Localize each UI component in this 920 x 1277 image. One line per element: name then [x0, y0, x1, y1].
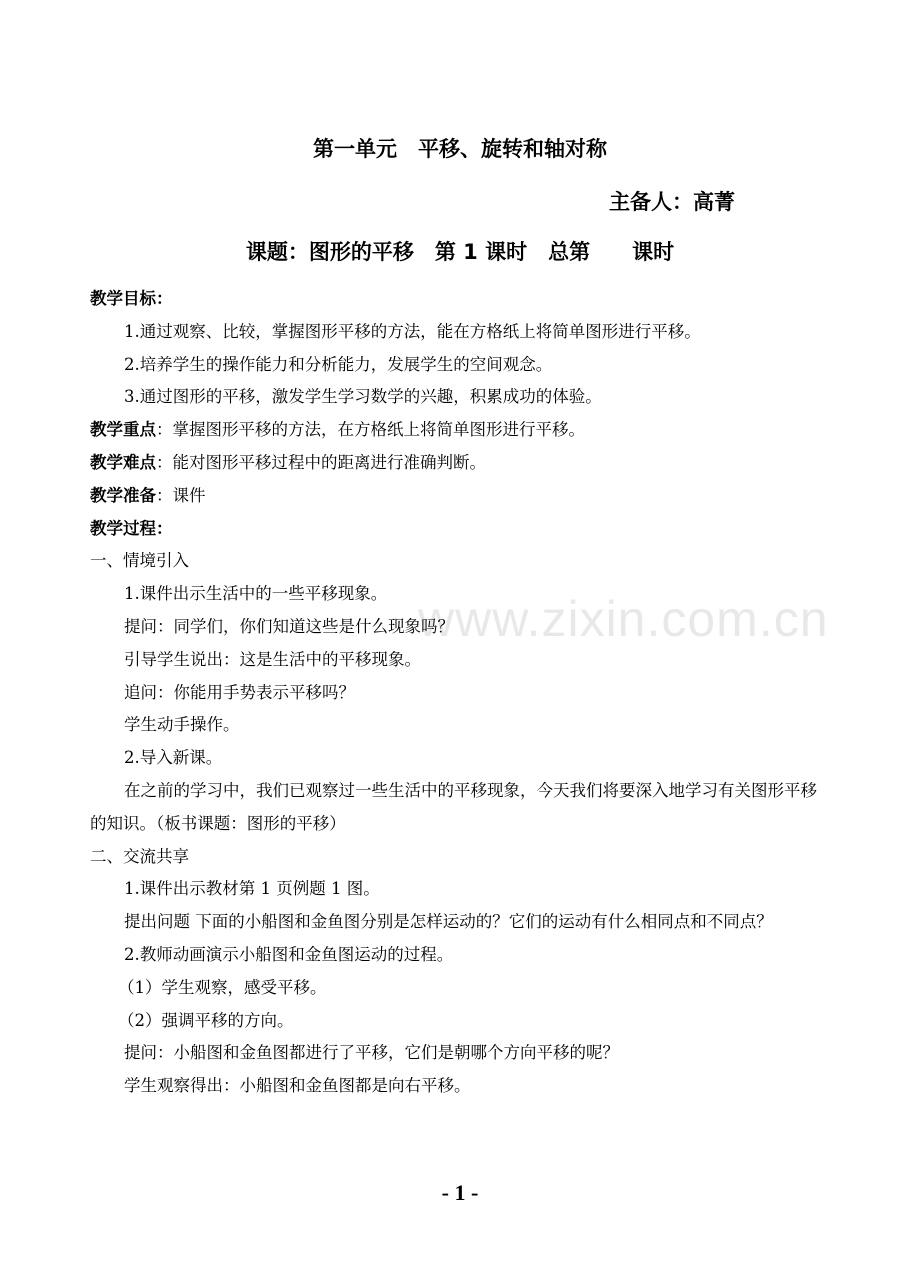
difficulty-line — [90, 447, 832, 480]
process-line: 提问：同学们，你们知道这些是什么现象吗？ — [124, 616, 454, 636]
difficulty-text: ：能对图形平移过程中的距离进行准确判断。 — [156, 452, 486, 472]
page-number: - 1 - — [441, 1180, 479, 1205]
process-line: 2.导入新课。 — [124, 748, 223, 768]
goal-item: 1.通过观察、比较，掌握图形平移的方法，能在方格纸上将简单图形进行平移。 — [124, 321, 701, 341]
process-line: 学生观察得出：小船图和金鱼图都是向右平移。 — [124, 1076, 471, 1096]
key-point-line — [90, 414, 832, 447]
process-line: 追问：你能用手势表示平移吗？ — [124, 682, 355, 702]
process-line: 1.课件出示教材第 1 页例题 1 图。 — [124, 879, 380, 899]
prep-text: ：课件 — [156, 485, 206, 505]
prep-label: 教学准备 — [90, 485, 156, 505]
document-body — [90, 283, 832, 1103]
goal-item: 3.通过图形的平移，激发学生学习数学的兴趣，积累成功的体验。 — [124, 387, 602, 407]
section-heading: 二、交流共享 — [90, 846, 189, 866]
preparer-line: 主备人：高菁 — [609, 190, 735, 214]
unit-title: 第一单元 平移、旋转和轴对称 — [313, 137, 607, 161]
watermark: www.zixin.com.cn — [418, 591, 829, 647]
key-point-label: 教学重点 — [90, 420, 156, 440]
process-label: 教学过程： — [90, 518, 173, 538]
difficulty-label: 教学难点 — [90, 452, 156, 472]
intro-paragraph: 在之前的学习中，我们已观察过一些生活中的平移现象，今天我们将要深入地学习有关图形平移的知识。（板书课题：图形的平移） — [90, 780, 817, 833]
process-line: 2.教师动画演示小船图和金鱼图运动的过程。 — [124, 944, 454, 964]
process-line: 提问：小船图和金鱼图都进行了平移，它们是朝哪个方向平移的呢？ — [124, 1043, 619, 1063]
process-line: 1.课件出示生活中的一些平移现象。 — [124, 584, 388, 604]
process-line: 学生动手操作。 — [124, 715, 240, 735]
section-heading: 一、情境引入 — [90, 551, 189, 571]
prep-line — [90, 480, 832, 513]
goals-label: 教学目标： — [90, 289, 173, 308]
process-line: （1）学生观察，感受平移。 — [118, 977, 327, 997]
key-point-text: ：掌握图形平移的方法，在方格纸上将简单图形进行平移。 — [156, 420, 585, 440]
process-line: 引导学生说出：这是生活中的平移现象。 — [124, 649, 421, 669]
goal-item: 2.培养学生的操作能力和分析能力，发展学生的空间观念。 — [124, 354, 553, 374]
lesson-title: 课题：图形的平移 第 1 课时 总第 课时 — [245, 240, 675, 264]
process-line: （2）强调平移的方向。 — [118, 1010, 294, 1030]
question-paragraph: 提出问题 下面的小船图和金鱼图分别是怎样运动的？它们的运动有什么相同点和不同点？ — [124, 912, 773, 932]
